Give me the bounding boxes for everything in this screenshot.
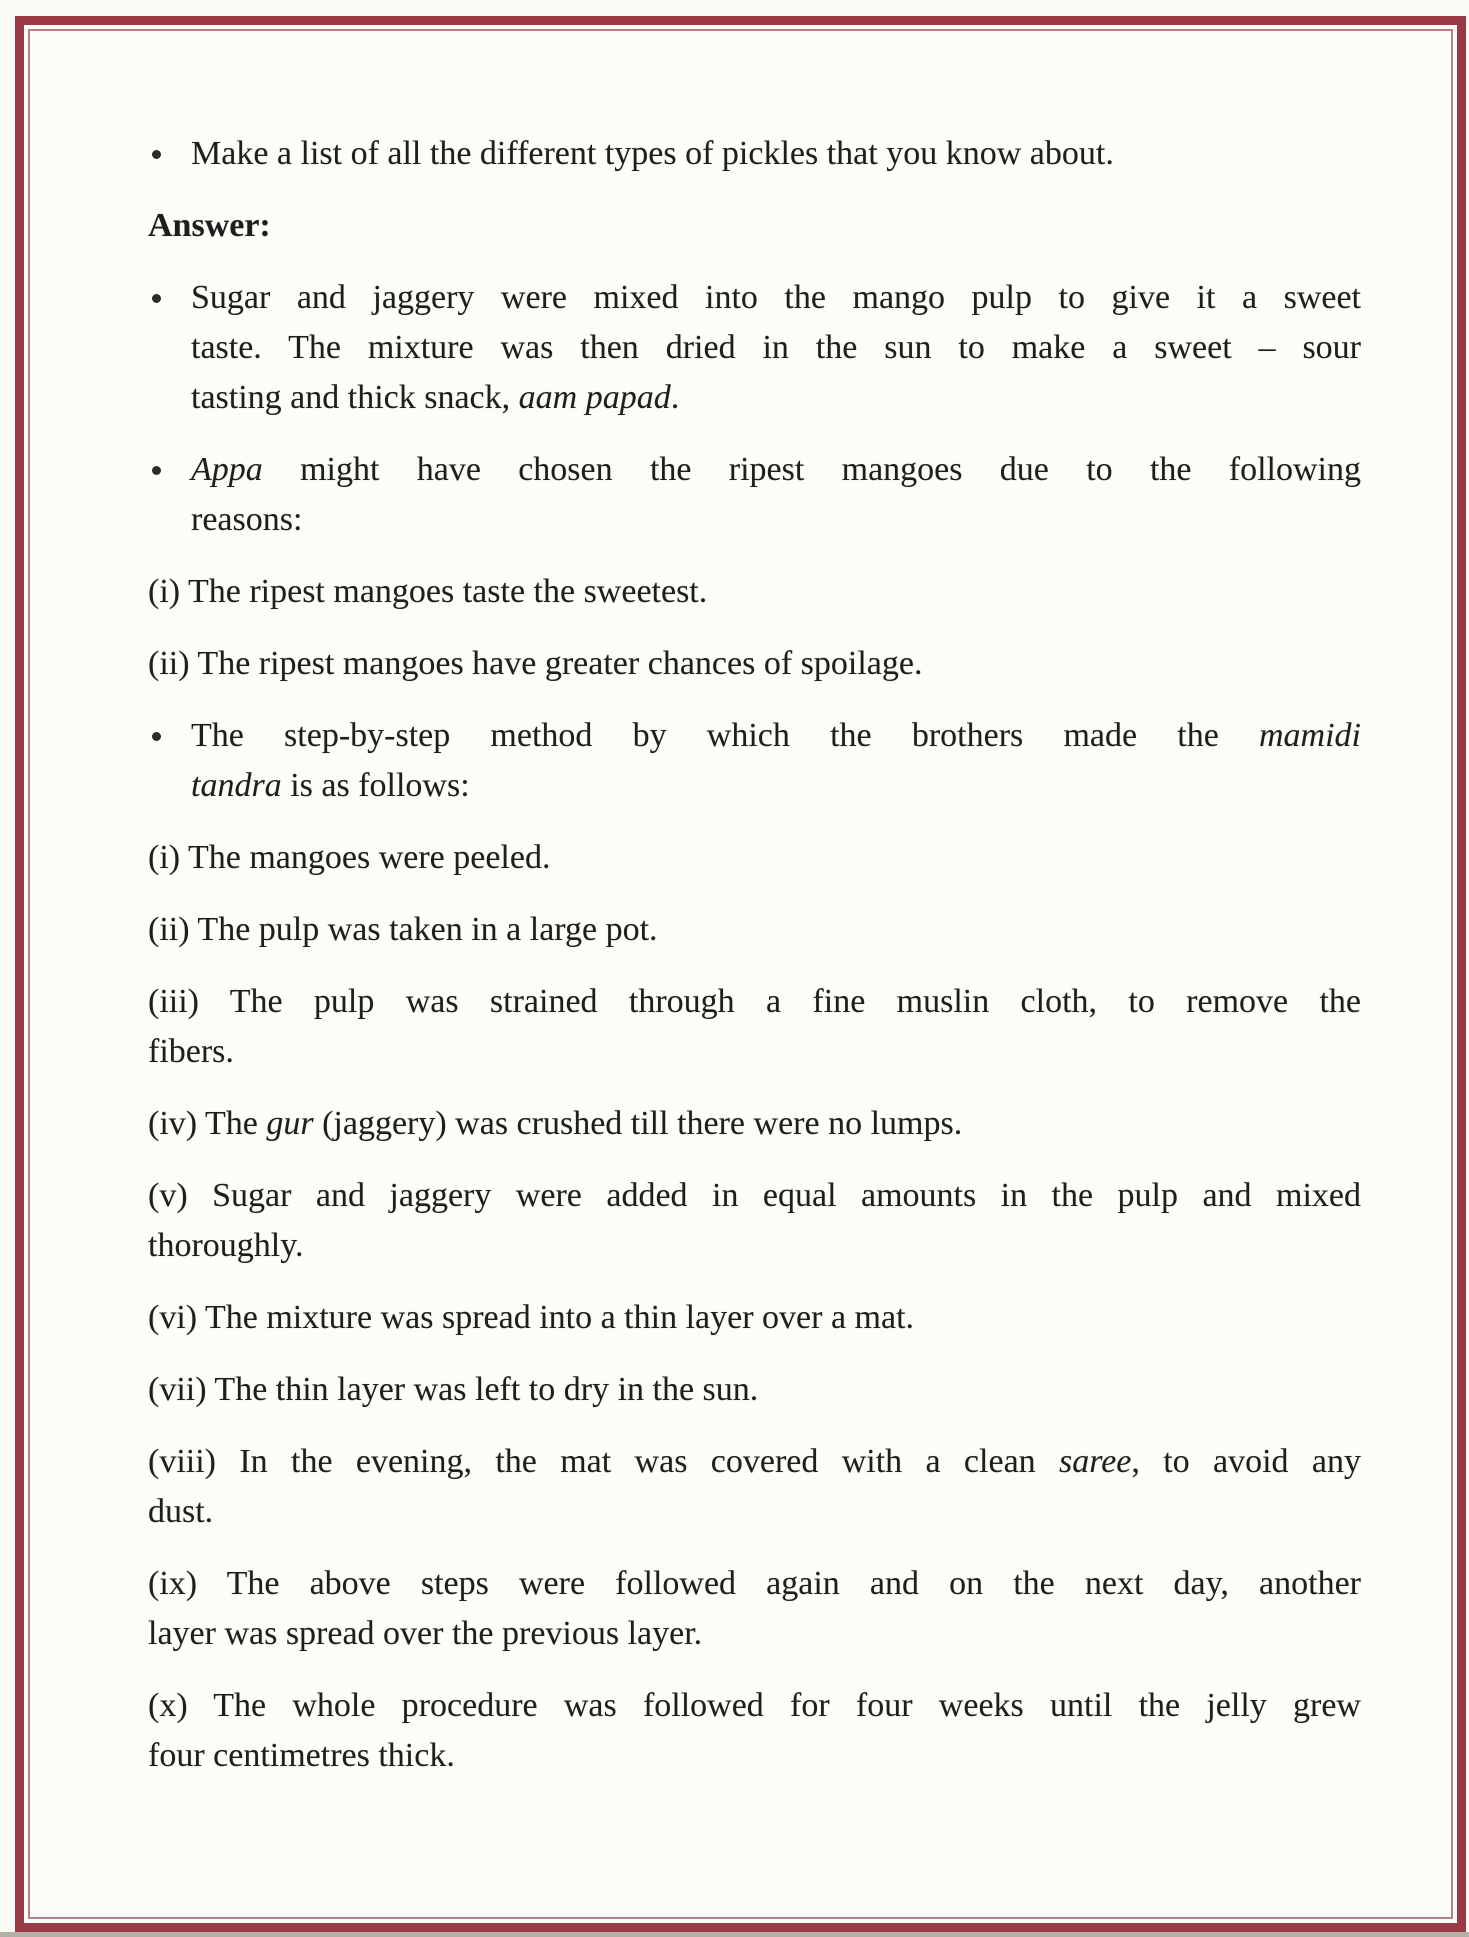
text-line — [191, 495, 1361, 545]
bullet-paragraph — [148, 445, 1361, 545]
text-run: (vii) The thin layer was left to dry in the sun. — [148, 1371, 759, 1408]
paragraph — [148, 1681, 1361, 1781]
text-line — [148, 833, 1361, 883]
text-run: (v) Sugar and jaggery were added in equal amounts in the pulp and mixed — [148, 1177, 1361, 1214]
text-run: gur — [266, 1105, 314, 1142]
text-line — [148, 1487, 1361, 1537]
bullet-icon — [152, 150, 161, 159]
text-run: Appa — [191, 451, 263, 488]
text-line — [191, 129, 1361, 179]
text-run: (ix) The above steps were followed again and on the next day, another — [148, 1565, 1361, 1602]
paragraph — [148, 833, 1361, 883]
text-run: (i) The ripest mangoes taste the sweetest. — [148, 573, 708, 610]
text-run: . — [670, 379, 680, 416]
text-run: is as follows: — [281, 767, 470, 804]
bullet-icon — [152, 732, 161, 741]
text-run: (ii) The ripest mangoes have greater chances of spoilage. — [148, 645, 923, 682]
text-run: saree — [1059, 1443, 1132, 1480]
text-run: taste. The mixture was then dried in the sun to make a sweet – sour — [191, 329, 1361, 366]
text-line — [148, 1293, 1361, 1343]
text-run: tandra — [191, 767, 282, 804]
paragraph — [148, 977, 1361, 1077]
text-run: aam papad — [518, 379, 671, 416]
text-run: dust. — [148, 1493, 214, 1530]
text-run: reasons: — [191, 501, 303, 538]
text-line — [148, 1027, 1361, 1077]
paragraph — [148, 1365, 1361, 1415]
text-run: might have chosen the ripest mangoes due to the following — [262, 451, 1361, 488]
scan-edge-artifact — [0, 1932, 1469, 1937]
text-run: Sugar and jaggery were mixed into the mango pulp to give it a sweet — [191, 279, 1361, 316]
page-border-inner-line — [28, 29, 1453, 1919]
paragraph — [148, 1099, 1361, 1149]
document-content — [30, 31, 1451, 1917]
text-line — [148, 201, 1361, 251]
text-run: Make a list of all the different types of pickles that you know about. — [191, 135, 1114, 172]
text-run: layer was spread over the previous layer. — [148, 1615, 703, 1652]
text-run: fibers. — [148, 1033, 234, 1070]
text-line — [191, 711, 1361, 761]
paragraph — [148, 1171, 1361, 1271]
text-line — [191, 761, 1361, 811]
paragraph — [148, 1293, 1361, 1343]
page-border-frame — [15, 16, 1466, 1932]
text-line — [148, 977, 1361, 1027]
text-run: (iii) The pulp was strained through a fine muslin cloth, to remove the — [148, 983, 1361, 1020]
text-line — [148, 567, 1361, 617]
text-run: tasting and thick snack, — [191, 379, 519, 416]
text-line — [148, 1365, 1361, 1415]
bullet-paragraph — [148, 129, 1361, 179]
text-run: thoroughly. — [148, 1227, 304, 1264]
paragraph — [148, 905, 1361, 955]
text-line — [191, 445, 1361, 495]
text-line — [148, 1221, 1361, 1271]
text-line — [148, 905, 1361, 955]
text-run: (viii) In the evening, the mat was covered with a clean — [148, 1443, 1059, 1480]
bullet-paragraph — [148, 711, 1361, 811]
text-run: mamidi — [1259, 717, 1361, 754]
text-line — [148, 1437, 1361, 1487]
text-run: (i) The mangoes were peeled. — [148, 839, 551, 876]
text-line — [148, 1099, 1361, 1149]
text-run: (ii) The pulp was taken in a large pot. — [148, 911, 658, 948]
text-line — [148, 1559, 1361, 1609]
paragraph — [148, 1437, 1361, 1537]
bullet-paragraph — [148, 273, 1361, 423]
text-run: (vi) The mixture was spread into a thin layer over a mat. — [148, 1299, 915, 1336]
bullet-icon — [152, 294, 161, 303]
paragraph — [148, 567, 1361, 617]
text-run: , to avoid any — [1131, 1443, 1361, 1480]
text-run: (jaggery) was crushed till there were no lumps. — [313, 1105, 963, 1142]
text-line — [148, 639, 1361, 689]
text-run: (x) The whole procedure was followed for four weeks until the jelly grew — [148, 1687, 1361, 1724]
paragraph — [148, 639, 1361, 689]
answer-heading — [148, 201, 1361, 251]
text-line — [191, 323, 1361, 373]
text-line — [148, 1681, 1361, 1731]
text-line — [148, 1171, 1361, 1221]
text-run: The step-by-step method by which the brothers made the — [191, 717, 1259, 754]
text-run: (iv) The — [148, 1105, 267, 1142]
text-run: four centimetres thick. — [148, 1737, 455, 1774]
bullet-icon — [152, 466, 161, 475]
text-run: Answer: — [148, 207, 271, 244]
text-line — [148, 1731, 1361, 1781]
text-line — [191, 373, 1361, 423]
paragraph — [148, 1559, 1361, 1659]
text-line — [191, 273, 1361, 323]
text-line — [148, 1609, 1361, 1659]
